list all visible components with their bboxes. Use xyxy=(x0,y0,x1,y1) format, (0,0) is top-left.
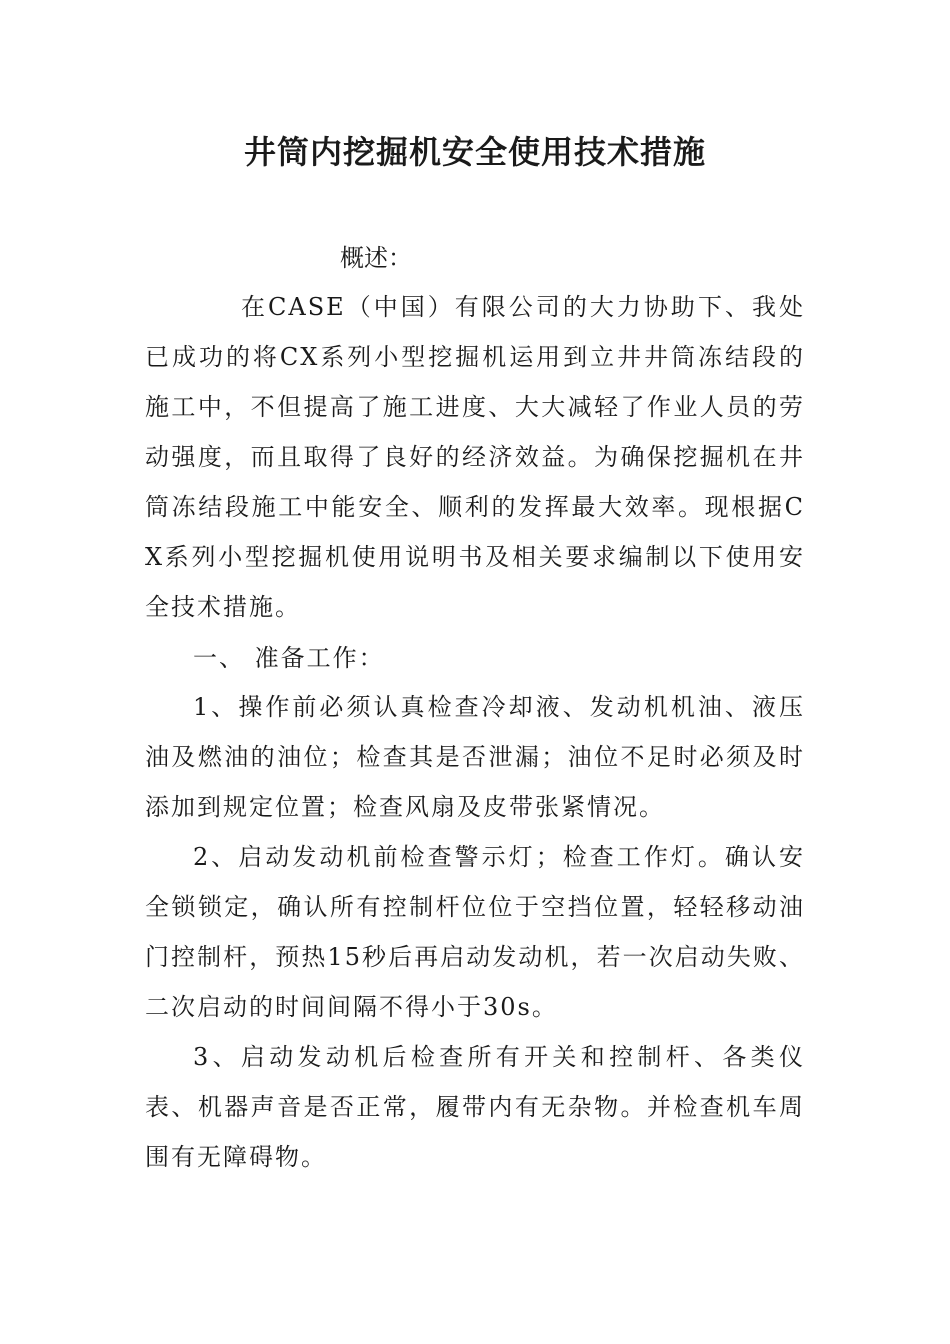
overview-label: 概述： xyxy=(340,244,412,272)
list-item: 1、操作前必须认真检查冷却液、发动机机油、液压油及燃油的油位；检查其是否泄漏；油位不足时必须及时添加到规定位置；检查风扇及皮带张紧情况。 xyxy=(145,693,805,821)
intro-paragraph: 在CASE（中国）有限公司的大力协助下、我处已成功的将CX系列小型挖掘机运用到立井井筒冻结段的施工中，不但提高了施工进度、大大减轻了作业人员的劳动强度，而且取得了良好的经济效益。为确保挖掘机在井筒冻结段施工中能安全、顺利的发挥最大效率。现根据CX系列小型挖掘机使用说明书及相关要求编制以下使用安全技术措施。 xyxy=(145,293,805,621)
section-heading: 一、 准备工作： xyxy=(193,644,385,672)
list-item: 3、启动发动机后检查所有开关和控制杆、各类仪表、机器声音是否正常，履带内有无杂物。并检查机车周围有无障碍物。 xyxy=(145,1043,805,1171)
document-title: 井筒内挖掘机安全使用技术措施 xyxy=(243,133,706,171)
list-item: 2、启动发动机前检查警示灯；检查工作灯。确认安全锁锁定，确认所有控制杆位位于空挡位置，轻轻移动油门控制杆，预热15秒后再启动发动机，若一次启动失败、二次启动的时间间隔不得小于30s。 xyxy=(145,843,805,1021)
